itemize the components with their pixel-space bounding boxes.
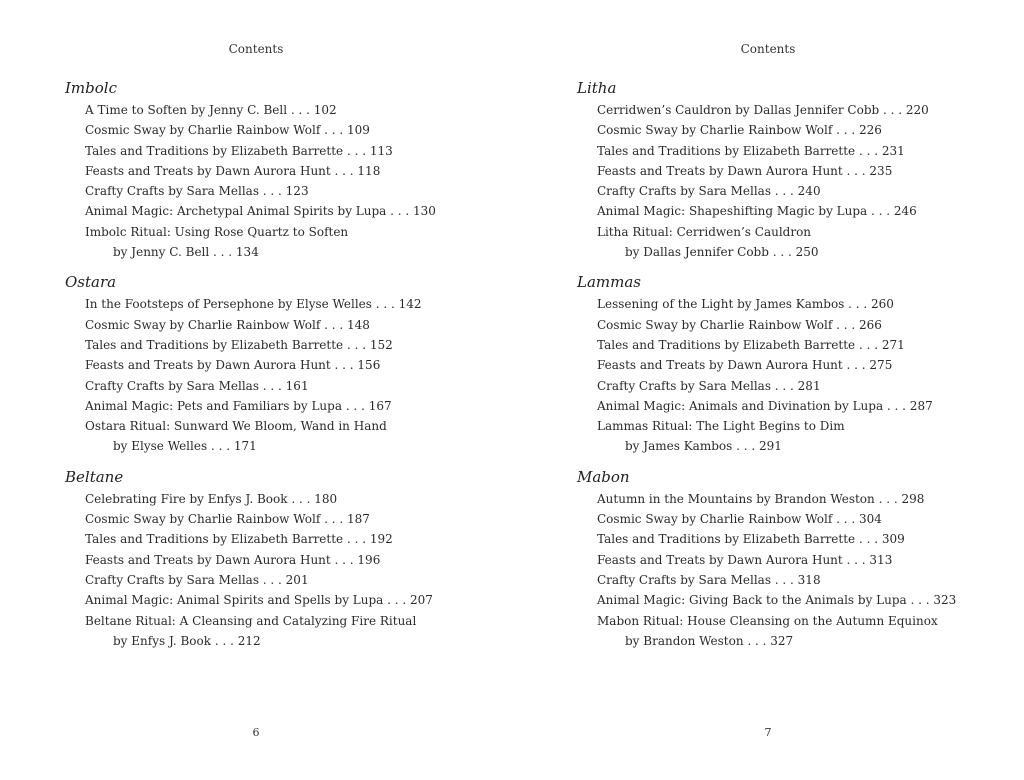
toc-entry (577, 161, 1007, 181)
toc-entry-continuation: by Enfys J. Book . . . 212 (113, 633, 261, 648)
toc-entry-continuation: by Elyse Welles . . . 171 (113, 439, 257, 454)
toc-entry (577, 550, 1007, 570)
toc-entry-text: Celebrating Fire by Enfys J. Book . . . 180 (85, 491, 338, 506)
toc-entry-text: Cosmic Sway by Charlie Rainbow Wolf . . . 187 (85, 512, 370, 527)
toc-entry (65, 416, 495, 457)
toc-section (577, 76, 1007, 262)
toc-entry-text: Crafty Crafts by Sara Mellas . . . 123 (85, 184, 309, 199)
toc-entry-text: Feasts and Treats by Dawn Aurora Hunt . . . 156 (85, 358, 381, 373)
page-number: 7 (764, 726, 772, 739)
toc-entry-text: Beltane Ritual: A Cleansing and Catalyzing Fire Ritual (85, 613, 417, 628)
toc-entry-text: Tales and Traditions by Elizabeth Barrette . . . 192 (85, 532, 393, 547)
toc-entry-text: Crafty Crafts by Sara Mellas . . . 318 (597, 572, 821, 587)
toc-entry-text: Crafty Crafts by Sara Mellas . . . 201 (85, 572, 309, 587)
toc-entry-text: Lessening of the Light by James Kambos . . . 260 (597, 297, 894, 312)
toc-entry (65, 100, 495, 120)
toc-entry-text: Lammas Ritual: The Light Begins to Dim (597, 419, 845, 434)
toc-entry-continuation: by James Kambos . . . 291 (625, 439, 782, 454)
toc-entry (577, 355, 1007, 375)
toc-entry-text: Feasts and Treats by Dawn Aurora Hunt . . . 275 (597, 358, 893, 373)
running-header: Contents (228, 42, 284, 56)
toc-entry (65, 201, 495, 221)
toc-entry (65, 335, 495, 355)
toc-entry (65, 376, 495, 396)
toc-entry-text: Animal Magic: Archetypal Animal Spirits by Lupa . . . 130 (85, 204, 436, 219)
toc-entry-text: Cerridwen’s Cauldron by Dallas Jennifer Cobb . . . 220 (597, 103, 929, 117)
toc-entry-continuation: by Brandon Weston . . . 327 (625, 633, 794, 648)
toc-entry-text: Litha Ritual: Cerridwen’s Cauldron (597, 224, 812, 239)
toc-entry-text: Tales and Traditions by Elizabeth Barrette . . . 113 (85, 143, 393, 158)
running-header: Contents (740, 42, 796, 56)
toc-entry (577, 529, 1007, 549)
toc-entry (65, 396, 495, 416)
toc-entry-text: Animal Magic: Pets and Familiars by Lupa . . . 167 (85, 398, 392, 413)
toc-entry (65, 550, 495, 570)
toc-entry (577, 335, 1007, 355)
toc-entry (577, 570, 1007, 590)
toc-entry-text: Tales and Traditions by Elizabeth Barrette . . . 309 (597, 532, 905, 547)
toc-entry-text: Cosmic Sway by Charlie Rainbow Wolf . . . 109 (85, 123, 370, 138)
toc-entry-text: Crafty Crafts by Sara Mellas . . . 161 (85, 378, 309, 393)
toc-entry (65, 489, 495, 509)
toc-entry (577, 396, 1007, 416)
toc-entry-text: Crafty Crafts by Sara Mellas . . . 281 (597, 378, 821, 393)
toc-entry (577, 294, 1007, 314)
toc-entry (65, 294, 495, 314)
toc-entry-text: Cosmic Sway by Charlie Rainbow Wolf . . . 266 (597, 317, 882, 332)
toc-entry-text: Cosmic Sway by Charlie Rainbow Wolf . . . 148 (85, 317, 370, 332)
toc-section (65, 465, 495, 651)
section-title: Mabon (577, 467, 630, 486)
toc-entry-text: Tales and Traditions by Elizabeth Barrette . . . 271 (597, 337, 905, 352)
page-number: 6 (252, 726, 260, 739)
toc-entry (65, 222, 495, 263)
toc-entry-text: Feasts and Treats by Dawn Aurora Hunt . . . 313 (597, 552, 893, 567)
section-title: Litha (577, 79, 617, 97)
toc-entry (577, 489, 1007, 509)
toc-entry-text: In the Footsteps of Persephone by Elyse Welles . . . 142 (85, 297, 422, 312)
toc-entry-text: Animal Magic: Animals and Divination by Lupa . . . 287 (597, 398, 933, 413)
toc-entry (577, 201, 1007, 221)
toc-entry-text: Tales and Traditions by Elizabeth Barrette . . . 152 (85, 337, 393, 352)
toc-entry (577, 611, 1007, 652)
toc-entry-text: Ostara Ritual: Sunward We Bloom, Wand in Hand (85, 419, 387, 434)
toc-entry (577, 315, 1007, 335)
toc-entry-text: Imbolc Ritual: Using Rose Quartz to Soften (85, 224, 349, 239)
toc-section (65, 76, 495, 262)
toc-entry (65, 509, 495, 529)
section-title: Lammas (577, 273, 641, 292)
toc-section (65, 270, 495, 456)
toc-entry-text: Feasts and Treats by Dawn Aurora Hunt . . . 196 (85, 552, 381, 567)
toc-section (577, 465, 1007, 651)
toc-entry-text: Feasts and Treats by Dawn Aurora Hunt . . . 118 (85, 163, 381, 178)
toc-entry (65, 590, 495, 610)
toc-entry (65, 315, 495, 335)
toc-entry (65, 611, 495, 652)
toc-entry-continuation: by Dallas Jennifer Cobb . . . 250 (625, 245, 819, 260)
toc-entry-text: Animal Magic: Giving Back to the Animals by Lupa . . . 323 (597, 593, 957, 608)
toc-entry-text: Cosmic Sway by Charlie Rainbow Wolf . . . 304 (597, 512, 882, 527)
toc-entry (577, 509, 1007, 529)
toc-entry-text: Mabon Ritual: House Cleansing on the Autumn Equinox (597, 613, 938, 628)
toc-entry (577, 181, 1007, 201)
toc-entry-text: Tales and Traditions by Elizabeth Barrette . . . 231 (597, 143, 905, 158)
toc-entry-text: Feasts and Treats by Dawn Aurora Hunt . . . 235 (597, 163, 893, 178)
toc-entry (65, 141, 495, 161)
contents-body (577, 76, 1007, 659)
toc-entry (65, 181, 495, 201)
toc-entry-text: Animal Magic: Shapeshifting Magic by Lupa . . . 246 (597, 204, 917, 219)
toc-entry (577, 376, 1007, 396)
toc-entry-continuation: by Jenny C. Bell . . . 134 (113, 245, 259, 260)
toc-entry-text: Autumn in the Mountains by Brandon Weston . . . 298 (597, 491, 925, 506)
toc-entry (65, 529, 495, 549)
toc-entry-text: Cosmic Sway by Charlie Rainbow Wolf . . . 226 (597, 123, 882, 138)
toc-entry (577, 590, 1007, 610)
right-page (512, 0, 1024, 780)
toc-entry-text: Animal Magic: Animal Spirits and Spells by Lupa . . . 207 (85, 593, 433, 608)
toc-entry (577, 100, 1007, 120)
toc-entry-text: A Time to Soften by Jenny C. Bell . . . 102 (85, 103, 337, 117)
toc-entry (65, 355, 495, 375)
toc-section (577, 270, 1007, 456)
toc-entry (577, 222, 1007, 263)
contents-body (65, 76, 495, 659)
section-title: Ostara (65, 273, 117, 292)
toc-entry (65, 570, 495, 590)
toc-entry (577, 120, 1007, 140)
toc-entry (577, 141, 1007, 161)
toc-entry (65, 120, 495, 140)
toc-entry (577, 416, 1007, 457)
toc-entry-text: Crafty Crafts by Sara Mellas . . . 240 (597, 184, 821, 199)
section-title: Beltane (65, 467, 124, 486)
section-title: Imbolc (65, 79, 117, 97)
toc-entry (65, 161, 495, 181)
